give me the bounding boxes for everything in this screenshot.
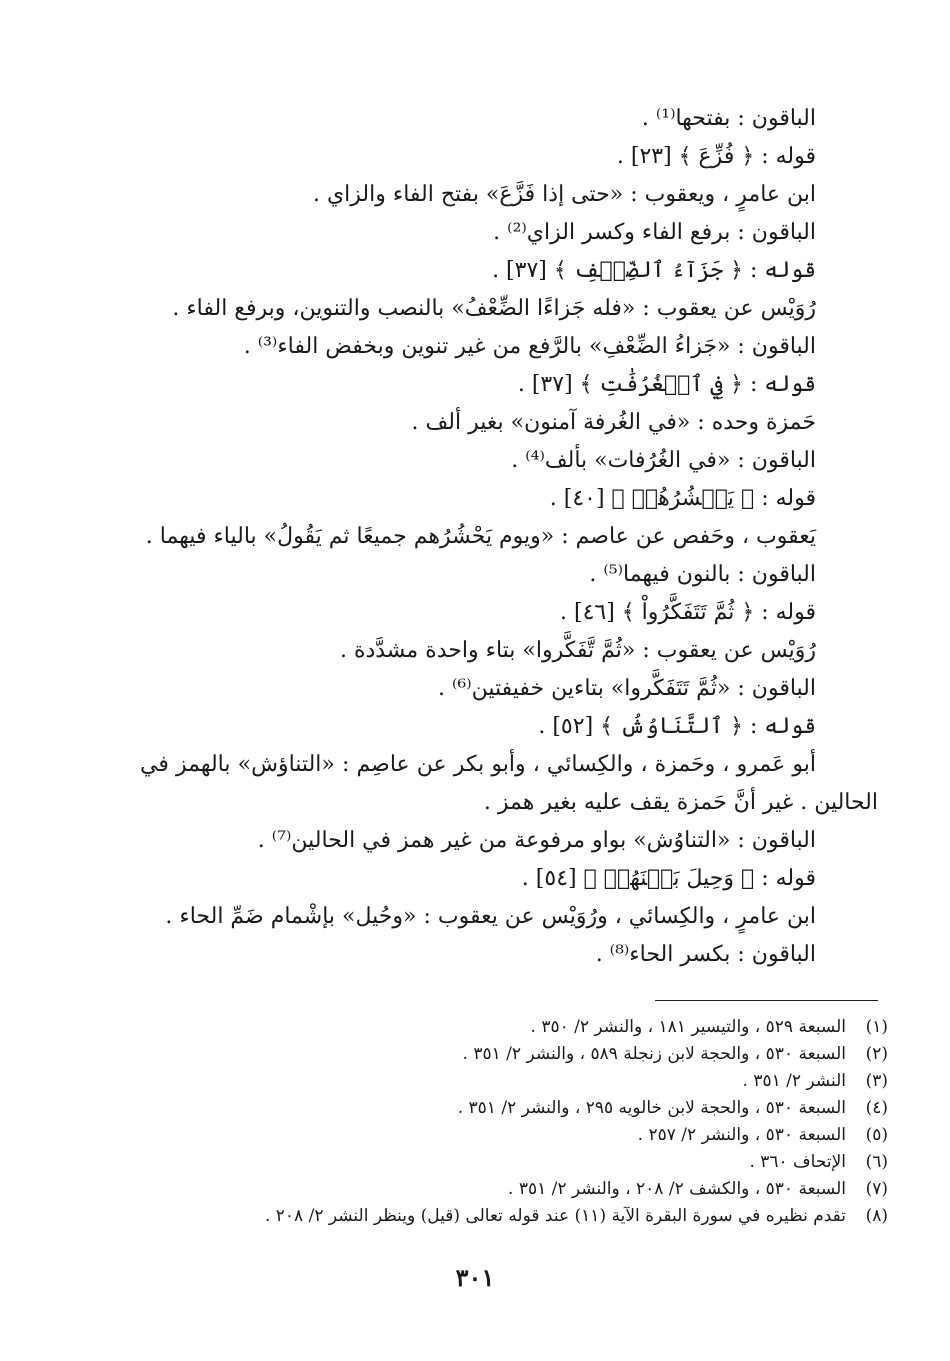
- text-line: قوله : ﴿ وَحِيلَ بَيۡنَهُمۡ ﴾ [٥٤] .: [521, 866, 816, 891]
- footnote-number: (٧): [865, 1179, 888, 1199]
- footnote-number: (٨): [865, 1206, 888, 1226]
- footnote-text: الإتحاف ٣٦٠ .: [749, 1152, 846, 1172]
- footnote-separator: [655, 1000, 878, 1001]
- text-line: رُوَيْس عن يعقوب : «ثُمَّ تَّفَكَّروا» بتاء واحدة مشدَّدة .: [339, 638, 816, 663]
- footnote-number: (٤): [865, 1098, 888, 1118]
- footnote: [200, 1041, 888, 1068]
- footnote: [200, 1203, 888, 1230]
- text-line: قوله : ﴿ ثُمَّ تَتَفَكَّرُواْ ﴾ [٤٦] .: [559, 600, 816, 625]
- text-line: قوله : ﴿ ٱلتَّنَاوُشُ ﴾ [٥٢] .: [538, 714, 816, 739]
- text-line: ابن عامرٍ ، ويعقوب : «حتى إذا فَزَّعَ» بفتح الفاء والزاي .: [312, 182, 816, 207]
- text-line: ابن عامرٍ ، والكِسائي ، ورُوَيْس عن يعقوب : «وحُيل» بإشْمام ضَمِّ الحاء .: [165, 904, 816, 929]
- footnote-text: السبعة ٥٣٠ ، والنشر ٢/ ٢٥٧ .: [637, 1125, 846, 1145]
- text-line: الحالين . غير أنَّ حَمزة يقف عليه بغير همز .: [483, 790, 878, 815]
- footnote-number: (٦): [865, 1152, 888, 1172]
- text-line: قوله : ﴿ يَحۡشُرُهُمۡ ﴾ [٤٠] .: [549, 486, 816, 511]
- main-text: [140, 100, 878, 974]
- footnote: [200, 1149, 888, 1176]
- footnote-text: السبعة ٥٣٠ ، والحجة لابن خالويه ٢٩٥ ، والنشر ٢/ ٣٥١ .: [457, 1098, 846, 1118]
- footnote-number: (٣): [865, 1071, 888, 1091]
- footnote-text: تقدم نظيره في سورة البقرة الآية (١١) عند قوله تعالى (قيل) وينظر النشر ٢/ ٢٠٨ .: [264, 1206, 846, 1226]
- text-line: الباقون : «ثُمَّ تَتَفَكَّروا» بتاءين خفيفتين⁽⁶⁾ .: [438, 676, 816, 701]
- text-line: قوله : ﴿ جَزَآءُ ٱلضِّعۡفِ ﴾ [٣٧] .: [492, 258, 816, 283]
- footnotes: [200, 1014, 888, 1230]
- footnote: [200, 1095, 888, 1122]
- footnote-number: (١): [865, 1017, 888, 1037]
- footnote-number: (٥): [865, 1125, 888, 1145]
- footnote-text: السبعة ٥٢٩ ، والتيسير ١٨١ ، والنشر ٢/ ٣٥٠ .: [530, 1017, 846, 1037]
- footnote-text: السبعة ٥٣٠ ، والحجة لابن زنجلة ٥٨٩ ، والنشر ٢/ ٣٥١ .: [462, 1044, 846, 1064]
- text-line: الباقون : «التناوُش» بواو مرفوعة من غير همز في الحالين⁽⁷⁾ .: [257, 828, 816, 853]
- text-line: أبو عَمرو ، وحَمزة ، والكِسائي ، وأبو بكر عن عاصِم : «التناؤش» بالهمز في: [140, 752, 816, 777]
- footnote: [200, 1014, 888, 1041]
- page-number: ٣٠١: [455, 1263, 495, 1292]
- footnote-text: السبعة ٥٣٠ ، والكشف ٢/ ٢٠٨ ، والنشر ٢/ ٣٥١ .: [508, 1179, 846, 1199]
- text-line: حَمزة وحده : «في الغُرفة آمنون» بغير ألف .: [411, 410, 816, 435]
- footnote: [200, 1176, 888, 1203]
- footnote-number: (٢): [865, 1044, 888, 1064]
- text-line: الباقون : برفع الفاء وكسر الزاي⁽²⁾ .: [493, 220, 816, 245]
- footnote: [200, 1068, 888, 1095]
- text-line: الباقون : «في الغُرُفات» بألف⁽⁴⁾ .: [511, 448, 816, 473]
- text-line: رُوَيْس عن يعقوب : «فله جَزاءًا الضِّعْفُ» بالنصب والتنوين، وبرفع الفاء .: [172, 296, 816, 321]
- footnote-text: النشر ٢/ ٣٥١ .: [742, 1071, 846, 1091]
- text-line: قوله : ﴿ فِي ٱلۡغُرُفَٰتِ ﴾ [٣٧] .: [517, 372, 816, 397]
- text-line: يَعقوب ، وحَفص عن عاصم : «ويوم يَحْشُرُهم جميعًا ثم يَقُولُ» بالياء فيهما .: [145, 524, 816, 549]
- text-line: الباقون : بفتحها⁽¹⁾ .: [641, 106, 816, 131]
- text-line: الباقون : بكسر الحاء⁽⁸⁾ .: [595, 942, 816, 967]
- text-line: الباقون : بالنون فيهما⁽⁵⁾ .: [589, 562, 816, 587]
- text-line: الباقون : «جَزاءُ الضِّعْفِ» بالرَّفع من غير تنوين وبخفض الفاء⁽³⁾ .: [243, 334, 816, 359]
- footnote: [200, 1122, 888, 1149]
- text-line: قوله : ﴿ فُزِّعَ ﴾ [٢٣] .: [616, 144, 816, 169]
